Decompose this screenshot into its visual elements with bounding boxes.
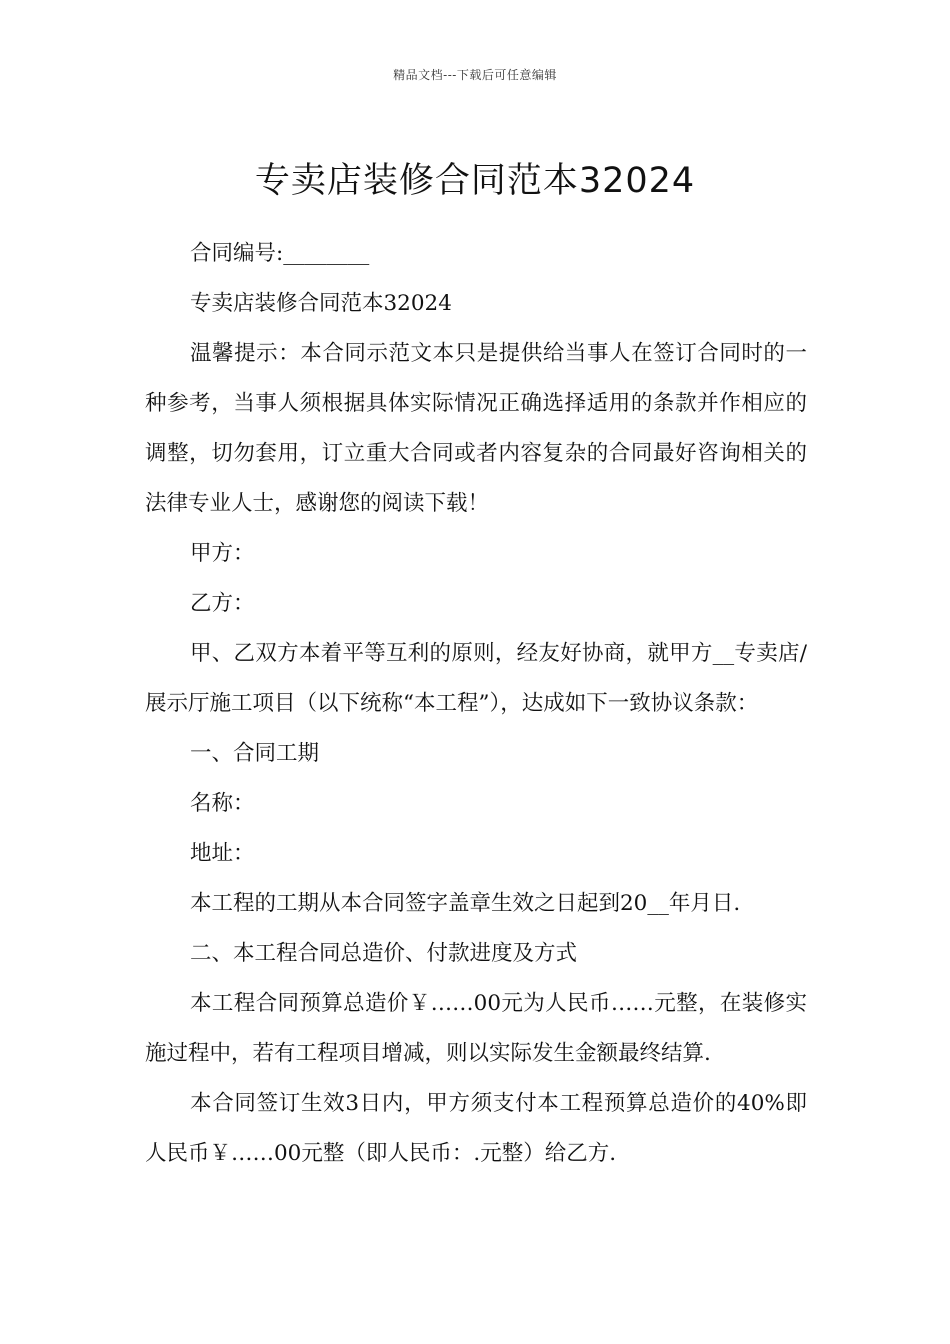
section-heading-2: 二、本工程合同总造价、付款进度及方式 (190, 941, 578, 966)
section-heading-1: 一、合同工期 (190, 741, 320, 766)
document-title: 专卖店装修合同范本32024 (254, 161, 696, 202)
subtitle-line: 专卖店装修合同范本32024 (190, 291, 452, 316)
party-b-line: 乙方： (190, 591, 255, 616)
duration-paragraph: 本工程的工期从本合同签字盖章生效之日起到20__年月日. (190, 891, 741, 916)
reminder-paragraph: 温馨提示：本合同示范文本只是提供给当事人在签订合同时的一种参考，当事人须根据具体实际情况正确选择适用的条款并作相应的调整，切勿套用，订立重大合同或者内容复杂的合同最好咨询相关的法律专业人士，感谢您的阅读下载！ (145, 341, 807, 516)
total-cost-paragraph: 本工程合同预算总造价￥……00元为人民币……元整，在装修实施过程中，若有工程项目增减，则以实际发生金额最终结算. (145, 991, 807, 1066)
payment-paragraph: 本合同签订生效3日内，甲方须支付本工程预算总造价的40%即人民币￥……00元整（即人民币：.元整）给乙方. (145, 1091, 807, 1166)
document-body (145, 229, 807, 1179)
name-line: 名称： (190, 791, 255, 816)
address-line: 地址： (190, 841, 255, 866)
contract-number-line: 合同编号:________ (190, 241, 370, 266)
party-a-line: 甲方： (190, 541, 255, 566)
header-note: 精品文档---下载后可任意编辑 (393, 68, 557, 82)
preamble-paragraph: 甲、乙双方本着平等互利的原则，经友好协商，就甲方__专卖店/展示厅施工项目（以下统称“本工程”），达成如下一致协议条款： (145, 641, 807, 716)
